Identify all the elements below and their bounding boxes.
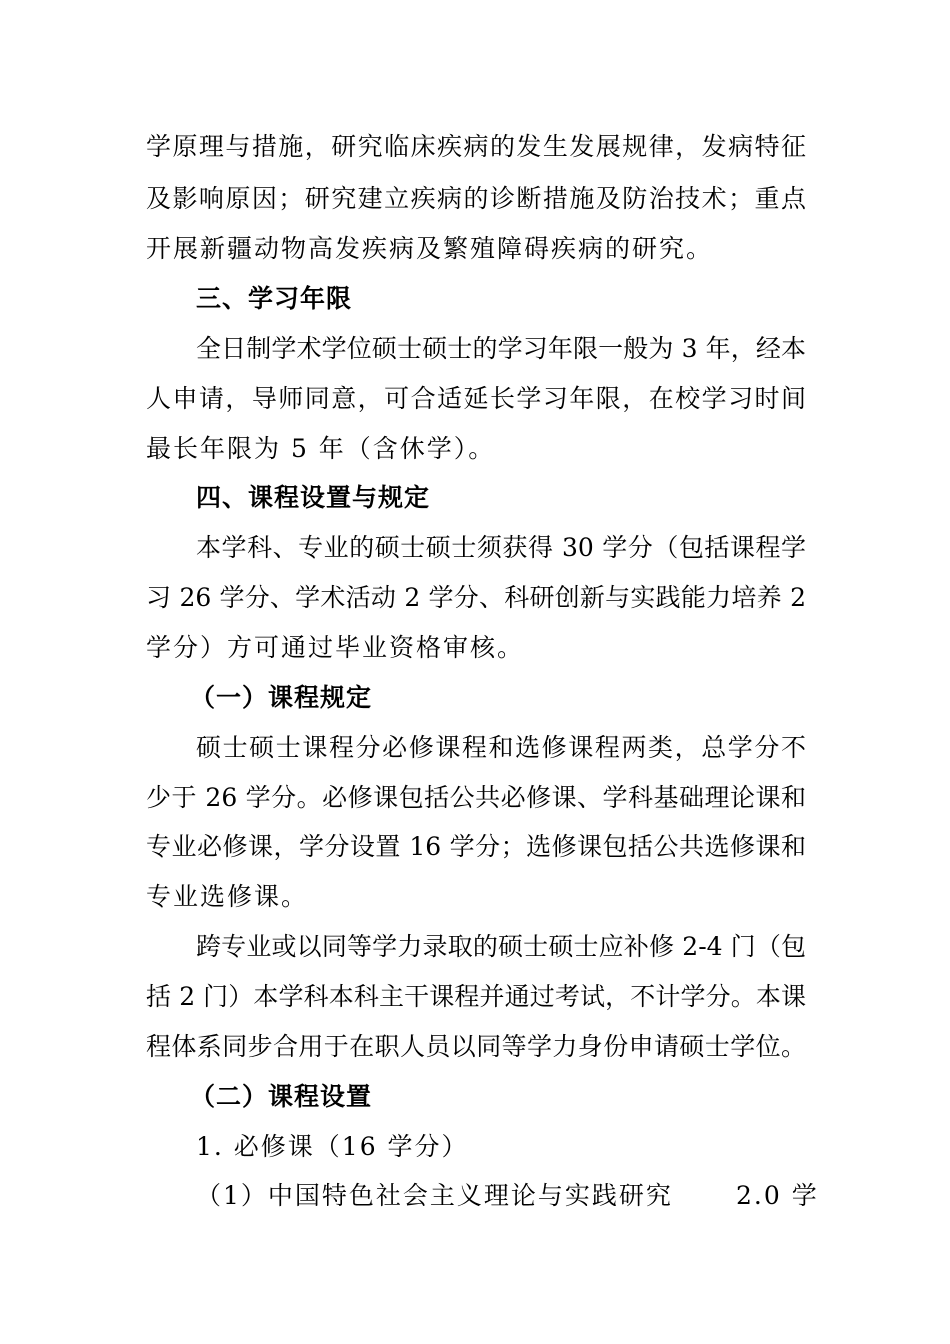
paragraph-line: 本学科、专业的硕士硕士须获得 30 学分（包括课程学 bbox=[196, 533, 806, 562]
paragraph-line: 专业选修课。 bbox=[146, 882, 309, 911]
paragraph-line: 硕士硕士课程分必修课程和选修课程两类，总学分不 bbox=[196, 733, 806, 762]
paragraph-line: 及影响原因；研究建立疾病的诊断措施及防治技术；重点 bbox=[146, 184, 806, 213]
course-title: （1）中国特色社会主义理论与实践研究 bbox=[196, 1181, 673, 1210]
subsection-heading: （一）课程规定 bbox=[190, 683, 373, 712]
paragraph-line: 人申请，导师同意，可合适延长学习年限，在校学习时间 bbox=[146, 384, 806, 413]
section-heading: 四、课程设置与规定 bbox=[196, 483, 431, 512]
paragraph-line: 习 26 学分、学术活动 2 学分、科研创新与实践能力培养 2 bbox=[146, 583, 806, 612]
paragraph-line: 程体系同步合用于在职人员以同等学力身份申请硕士学位。 bbox=[146, 1032, 806, 1061]
paragraph-line: 跨专业或以同等学力录取的硕士硕士应补修 2-4 门（包 bbox=[196, 932, 806, 961]
paragraph-line: 开展新疆动物高发疾病及繁殖障碍疾病的研究。 bbox=[146, 234, 714, 263]
paragraph-line: 少于 26 学分。必修课包括公共必修课、学科基础理论课和 bbox=[146, 783, 806, 812]
list-heading: 1. 必修课（16 学分） bbox=[196, 1132, 469, 1161]
section-heading: 三、学习年限 bbox=[196, 284, 353, 313]
subsection-heading: （二）课程设置 bbox=[190, 1082, 373, 1111]
paragraph-line: 括 2 门）本学科本科主干课程并通过考试，不计学分。本课 bbox=[146, 982, 806, 1011]
paragraph-line: 专业必修课，学分设置 16 学分；选修课包括公共选修课和 bbox=[146, 832, 806, 861]
course-credit: 2.0 学 bbox=[736, 1181, 819, 1210]
paragraph-line: 学原理与措施，研究临床疾病的发生发展规律，发病特征 bbox=[146, 132, 806, 161]
paragraph-line: 学分）方可通过毕业资格审核。 bbox=[146, 633, 525, 662]
paragraph-line: 全日制学术学位硕士硕士的学习年限一般为 3 年，经本 bbox=[196, 334, 806, 363]
paragraph-line: 最长年限为 5 年（含休学）。 bbox=[146, 434, 496, 463]
